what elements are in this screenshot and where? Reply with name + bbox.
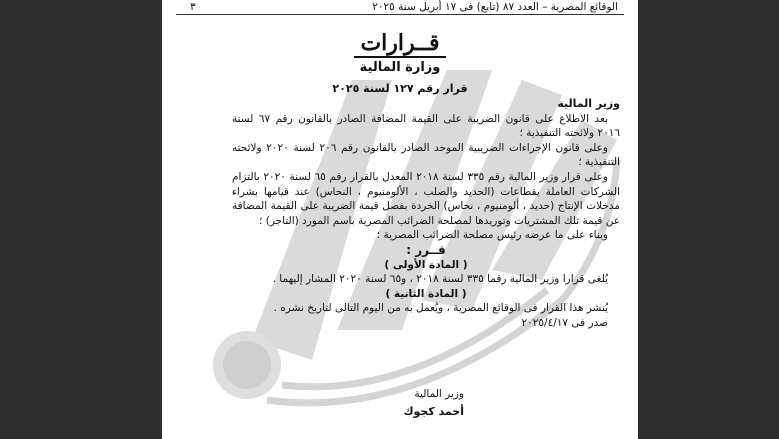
article-2-text: يُنشر هذا القرار فى الوقائع المصرية ، ويُعمل به من اليوم التالى لتاريخ نشره . <box>273 302 608 315</box>
ministry-heading: وزارة المالية <box>359 60 441 75</box>
preamble-paragraph: وعلى قرار وزير المالية رقم ٣٣٥ لسنة ٢٠١٨ المعدل بالقرار رقم ٦٥ لسنة ٢٠٢٠ بالتزام الشركات العاملة بقطاعات (الحديد والصلب ، الألومنيوم ، النحاس) عند قيامها بشراء مدخلات الإنتاج (حديد ، ألومنيوم ، نحاس) الخردة بفصل قيمة الضريبة على القيمة المضافة عن قيمة تلك المشتريات وتوريدها لمصلحة الضرائب المصرية باسم المورد (التاجر) ؛ <box>232 170 620 227</box>
issuer-title: وزير المالية <box>557 97 620 110</box>
article-1-title: ( المادة الأولى ) <box>384 258 468 271</box>
viewer-left-margin <box>0 0 160 439</box>
signature-block <box>394 385 464 421</box>
document-title-text: قــرارات <box>354 30 445 58</box>
page-number: ٣ <box>190 1 196 13</box>
decree-number: قرار رقم ١٢٧ لسنة ٢٠٢٥ <box>332 82 468 95</box>
preamble-paragraph: بعد الاطلاع على قانون الضريبة على القيمة المضافة الصادر بالقانون رقم ٦٧ لسنة ٢٠١٦ ولائحته التنفيذية ؛ <box>232 112 620 140</box>
document-page <box>162 0 638 439</box>
viewer-right-margin <box>639 0 779 439</box>
header-publication-text: الوقائع المصرية – العدد ٨٧ (تابع) فى ١٧ أبريل سنة ٢٠٢٥ <box>372 1 618 13</box>
article-1-text: يُلغى قرارا وزير المالية رقما ٣٣٥ لسنة ٢٠١٨ ، و٦٥ لسنة ٢٠٢٠ المشار إليهما . <box>272 273 608 286</box>
issue-date: صدر فى ٢٠٢٥/٤/١٧ <box>521 316 608 329</box>
decided-heading: قــرر : <box>406 242 446 257</box>
document-title <box>162 30 638 56</box>
signer-title: وزير المالية <box>414 388 464 400</box>
preamble-paragraph: وبناء على ما عرضه رئيس مصلحة الضرائب المصرية ؛ <box>376 229 608 242</box>
page-header <box>176 0 624 15</box>
signer-name: أحمد كجوك <box>403 405 464 418</box>
decree-body <box>232 97 620 331</box>
preamble-paragraph: وعلى قانون الإجراءات الضريبية الموحد الصادر بالقانون رقم ٢٠٦ لسنة ٢٠٢٠ ولائحته التنفيذية ؛ <box>232 141 620 169</box>
article-2-title: ( المادة الثانية ) <box>385 287 467 300</box>
